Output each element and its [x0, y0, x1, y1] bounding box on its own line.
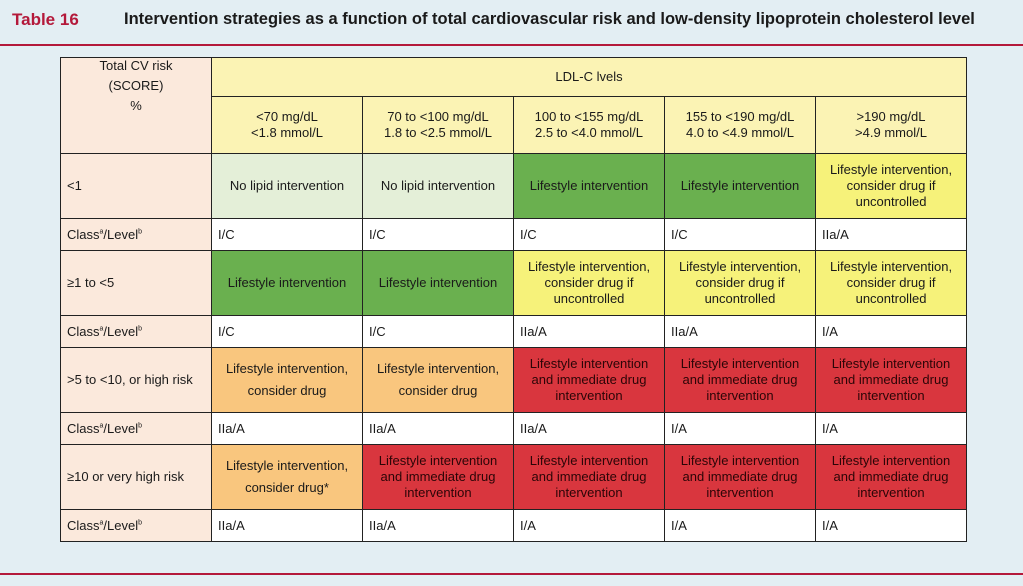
risk-category: ≥10 or very high risk — [61, 445, 212, 510]
bottom-rule — [0, 573, 1023, 575]
class-level-text: /Level — [103, 517, 139, 533]
intervention-text: Lifestyle intervention — [529, 178, 649, 193]
footnote-marker: a — [99, 325, 104, 333]
intervention-text: Lifestyle intervention, — [376, 361, 500, 376]
class-level-row — [61, 413, 967, 445]
class-level-value: I/A — [665, 413, 816, 445]
risk-header-line: (SCORE) — [108, 78, 164, 93]
intervention-text: and immediate drug — [682, 469, 798, 484]
intervention-cell — [212, 251, 363, 316]
intervention-text: Lifestyle intervention — [680, 453, 800, 468]
intervention-text: uncontrolled — [553, 291, 625, 306]
intervention-text: Lifestyle intervention, — [829, 162, 953, 177]
footnote-marker: a — [99, 422, 104, 430]
class-level-row — [61, 510, 967, 542]
class-level-text: /Level — [103, 226, 139, 242]
risk-category: >5 to <10, or high risk — [61, 348, 212, 413]
intervention-cell — [816, 154, 967, 219]
ldl-level-line: 1.8 to <2.5 mmol/L — [383, 125, 493, 140]
class-level-value: IIa/A — [816, 219, 967, 251]
intervention-table — [60, 57, 967, 542]
intervention-cell — [212, 445, 363, 510]
intervention-cell — [665, 251, 816, 316]
class-level-label — [61, 316, 212, 348]
intervention-text: Lifestyle intervention, — [829, 259, 953, 274]
intervention-cell — [665, 348, 816, 413]
class-level-value: I/C — [363, 316, 514, 348]
class-level-value: I/A — [816, 413, 967, 445]
risk-category: <1 — [61, 154, 212, 219]
class-level-value: IIa/A — [514, 413, 665, 445]
intervention-text: and immediate drug — [833, 469, 949, 484]
class-level-value: IIa/A — [212, 413, 363, 445]
class-level-value: I/C — [514, 219, 665, 251]
intervention-text: consider drug if — [544, 275, 634, 290]
intervention-text: intervention — [555, 388, 623, 403]
class-level-value: I/C — [363, 219, 514, 251]
risk-header-line: Total CV risk — [99, 58, 173, 73]
intervention-text: Lifestyle intervention, — [225, 458, 349, 473]
ldl-level-line: 2.5 to <4.0 mmol/L — [534, 125, 644, 140]
ldl-level-header — [212, 97, 363, 154]
risk-row — [61, 154, 967, 219]
class-level-value: I/A — [816, 316, 967, 348]
intervention-cell — [363, 251, 514, 316]
ldl-level-header — [816, 97, 967, 154]
class-level-text: Class — [67, 226, 100, 242]
intervention-cell — [514, 154, 665, 219]
intervention-text: Lifestyle intervention — [831, 453, 951, 468]
class-level-value: I/C — [665, 219, 816, 251]
intervention-text: intervention — [857, 485, 925, 500]
class-level-text: Class — [67, 517, 100, 533]
risk-row — [61, 251, 967, 316]
table-title: Intervention strategies as a function of total cardiovascular risk and low-density lipoprotein cholesterol level — [124, 10, 975, 28]
class-level-value: I/C — [212, 316, 363, 348]
intervention-text: and immediate drug — [531, 372, 647, 387]
class-level-value: I/A — [665, 510, 816, 542]
footnote-marker: b — [138, 325, 143, 333]
class-level-text: Class — [67, 420, 100, 436]
title-bar — [0, 0, 1023, 46]
intervention-text: consider drug — [398, 383, 478, 398]
risk-header — [61, 58, 212, 154]
footnote-marker: a — [99, 228, 104, 236]
intervention-text: Lifestyle intervention — [680, 178, 800, 193]
intervention-text: uncontrolled — [855, 194, 927, 209]
footnote-marker: b — [138, 228, 143, 236]
class-level-value: IIa/A — [665, 316, 816, 348]
intervention-text: intervention — [857, 388, 925, 403]
ldl-level-line: 4.0 to <4.9 mmol/L — [685, 125, 795, 140]
intervention-cell — [363, 348, 514, 413]
intervention-cell — [816, 445, 967, 510]
footnote-marker: b — [138, 519, 143, 527]
intervention-text: Lifestyle intervention — [378, 453, 498, 468]
intervention-cell — [665, 154, 816, 219]
class-level-value: I/A — [816, 510, 967, 542]
intervention-text: Lifestyle intervention — [378, 275, 498, 290]
intervention-text: uncontrolled — [704, 291, 776, 306]
intervention-text: intervention — [706, 485, 774, 500]
intervention-cell — [363, 445, 514, 510]
risk-header-line: % — [130, 98, 142, 113]
intervention-cell — [514, 445, 665, 510]
class-level-label — [61, 413, 212, 445]
class-level-text: /Level — [103, 420, 139, 436]
intervention-text: consider drug if — [695, 275, 785, 290]
ldl-header: LDL-C lvels — [212, 58, 967, 97]
intervention-cell — [816, 251, 967, 316]
intervention-text: Lifestyle intervention, — [678, 259, 802, 274]
intervention-text: and immediate drug — [380, 469, 496, 484]
intervention-text: intervention — [555, 485, 623, 500]
intervention-text: and immediate drug — [682, 372, 798, 387]
table-number: Table 16 — [12, 10, 79, 29]
class-level-text: /Level — [103, 323, 139, 339]
intervention-cell — [212, 154, 363, 219]
intervention-text: Lifestyle intervention — [227, 275, 347, 290]
footnote-marker: b — [138, 422, 143, 430]
risk-category: ≥1 to <5 — [61, 251, 212, 316]
ldl-level-line: >190 mg/dL — [856, 109, 926, 124]
ldl-level-line: 155 to <190 mg/dL — [685, 109, 795, 124]
ldl-level-line: 70 to <100 mg/dL — [387, 109, 489, 124]
ldl-level-line: >4.9 mmol/L — [855, 125, 927, 140]
intervention-cell — [363, 154, 514, 219]
class-level-row — [61, 316, 967, 348]
footnote-marker: a — [99, 519, 104, 527]
intervention-text: Lifestyle intervention — [529, 453, 649, 468]
intervention-text: Lifestyle intervention — [680, 356, 800, 371]
class-level-value: IIa/A — [514, 316, 665, 348]
class-level-row — [61, 219, 967, 251]
intervention-text: No lipid intervention — [229, 178, 345, 193]
class-level-value: IIa/A — [363, 510, 514, 542]
class-level-value: I/A — [514, 510, 665, 542]
ldl-level-line: 100 to <155 mg/dL — [534, 109, 644, 124]
intervention-cell — [514, 348, 665, 413]
intervention-cell — [816, 348, 967, 413]
ldl-level-header — [363, 97, 514, 154]
ldl-level-line: <70 mg/dL — [256, 109, 318, 124]
intervention-cell — [212, 348, 363, 413]
class-level-label — [61, 219, 212, 251]
class-level-value: IIa/A — [363, 413, 514, 445]
ldl-level-header — [514, 97, 665, 154]
intervention-text: and immediate drug — [833, 372, 949, 387]
intervention-cell — [665, 445, 816, 510]
intervention-text: intervention — [706, 388, 774, 403]
intervention-text: Lifestyle intervention — [831, 356, 951, 371]
intervention-text: uncontrolled — [855, 291, 927, 306]
risk-row — [61, 445, 967, 510]
intervention-text: consider drug if — [846, 275, 936, 290]
ldl-level-line: <1.8 mmol/L — [251, 125, 323, 140]
intervention-text: consider drug — [247, 383, 327, 398]
intervention-text: intervention — [404, 485, 472, 500]
intervention-text: consider drug if — [846, 178, 936, 193]
class-level-label — [61, 510, 212, 542]
intervention-text: Lifestyle intervention, — [225, 361, 349, 376]
class-level-text: Class — [67, 323, 100, 339]
class-level-value: I/C — [212, 219, 363, 251]
intervention-text: Lifestyle intervention, — [527, 259, 651, 274]
intervention-text: and immediate drug — [531, 469, 647, 484]
ldl-level-header — [665, 97, 816, 154]
intervention-text: consider drug* — [245, 480, 329, 495]
intervention-cell — [514, 251, 665, 316]
intervention-text: No lipid intervention — [380, 178, 496, 193]
risk-row — [61, 348, 967, 413]
intervention-text: Lifestyle intervention — [529, 356, 649, 371]
class-level-value: IIa/A — [212, 510, 363, 542]
